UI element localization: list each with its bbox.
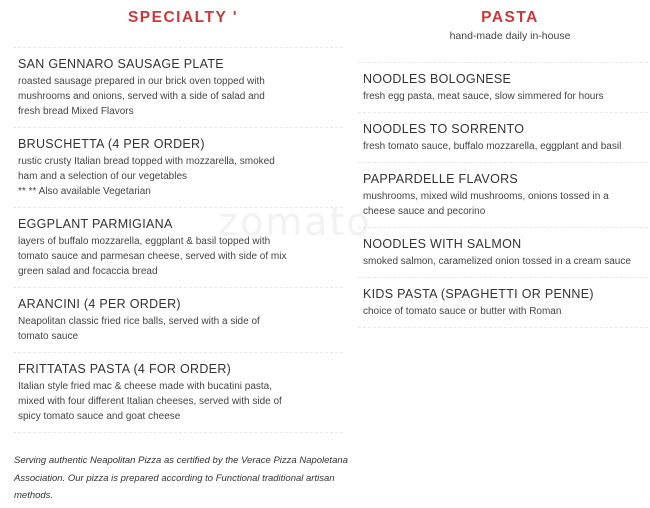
specialty-list [13,47,343,433]
menu-item [358,163,648,228]
watermark-logo: zomato [218,200,372,244]
item-name: BRUSCHETTA (4 PER ORDER) [18,137,205,151]
menu-item [13,353,343,433]
menu-item [13,288,343,353]
menu-item [358,63,648,113]
item-description: fresh tomato sauce, buffalo mozzarella, eggplant and basil [363,141,622,152]
item-description: layers of buffalo mozzarella, eggplant & basil topped with tomato sauce and parmesan cheese, served with side of mix green salad and focaccia bread [18,236,287,277]
item-name: NOODLES TO SORRENTO [363,122,525,136]
menu-item [358,113,648,163]
item-name: ARANCINI (4 PER ORDER) [18,297,181,311]
item-name: KIDS PASTA (SPAGHETTI OR PENNE) [363,287,594,301]
menu-item [358,278,648,328]
pasta-title: PASTA [481,9,539,26]
item-description: mushrooms, mixed wild mushrooms, onions tossed in a cheese sauce and pecorino [363,191,609,217]
specialty-title: SPECIALTY ' [127,9,239,26]
specialty-column [13,0,343,433]
menu-item [13,208,343,288]
pizza-certification-note: Serving authentic Neapolitan Pizza as certified by the Verace Pizza Napoletana Association. Our pizza is prepared according to Functional traditional artisan methods. [14,455,348,501]
pasta-column [358,0,648,328]
item-name: PAPPARDELLE FLAVORS [363,172,519,186]
item-name: FRITTATAS PASTA (4 FOR ORDER) [18,362,232,376]
item-name: NOODLES WITH SALMON [363,237,522,251]
item-name: SAN GENNARO SAUSAGE PLATE [18,57,224,71]
menu-item [13,48,343,128]
menu-item [13,128,343,208]
item-name: NOODLES BOLOGNESE [363,72,512,86]
item-description: Neapolitan classic fried rice balls, served with a side of tomato sauce [18,316,260,342]
item-extra-note: ** ** Also available Vegetarian [18,186,151,197]
item-description: roasted sausage prepared in our brick oven topped with mushrooms and onions, served with a side of salad and fresh bread Mixed Flavors [18,76,265,117]
menu-item [358,228,648,278]
item-description: fresh egg pasta, meat sauce, slow simmered for hours [363,91,604,102]
item-description: smoked salmon, caramelized onion tossed in a cream sauce [363,256,631,267]
item-description: rustic crusty Italian bread topped with mozzarella, smoked ham and a selection of our vegetables [18,156,275,182]
item-description: Italian style fried mac & cheese made with bucatini pasta, mixed with four different Italian cheeses, served with side of spicy tomato sauce and goat cheese [18,381,282,422]
item-name: EGGPLANT PARMIGIANA [18,217,173,231]
pasta-list [358,62,648,328]
item-description: choice of tomato sauce or butter with Roman [363,306,562,317]
pasta-subtitle: hand-made daily in-house [449,30,571,42]
